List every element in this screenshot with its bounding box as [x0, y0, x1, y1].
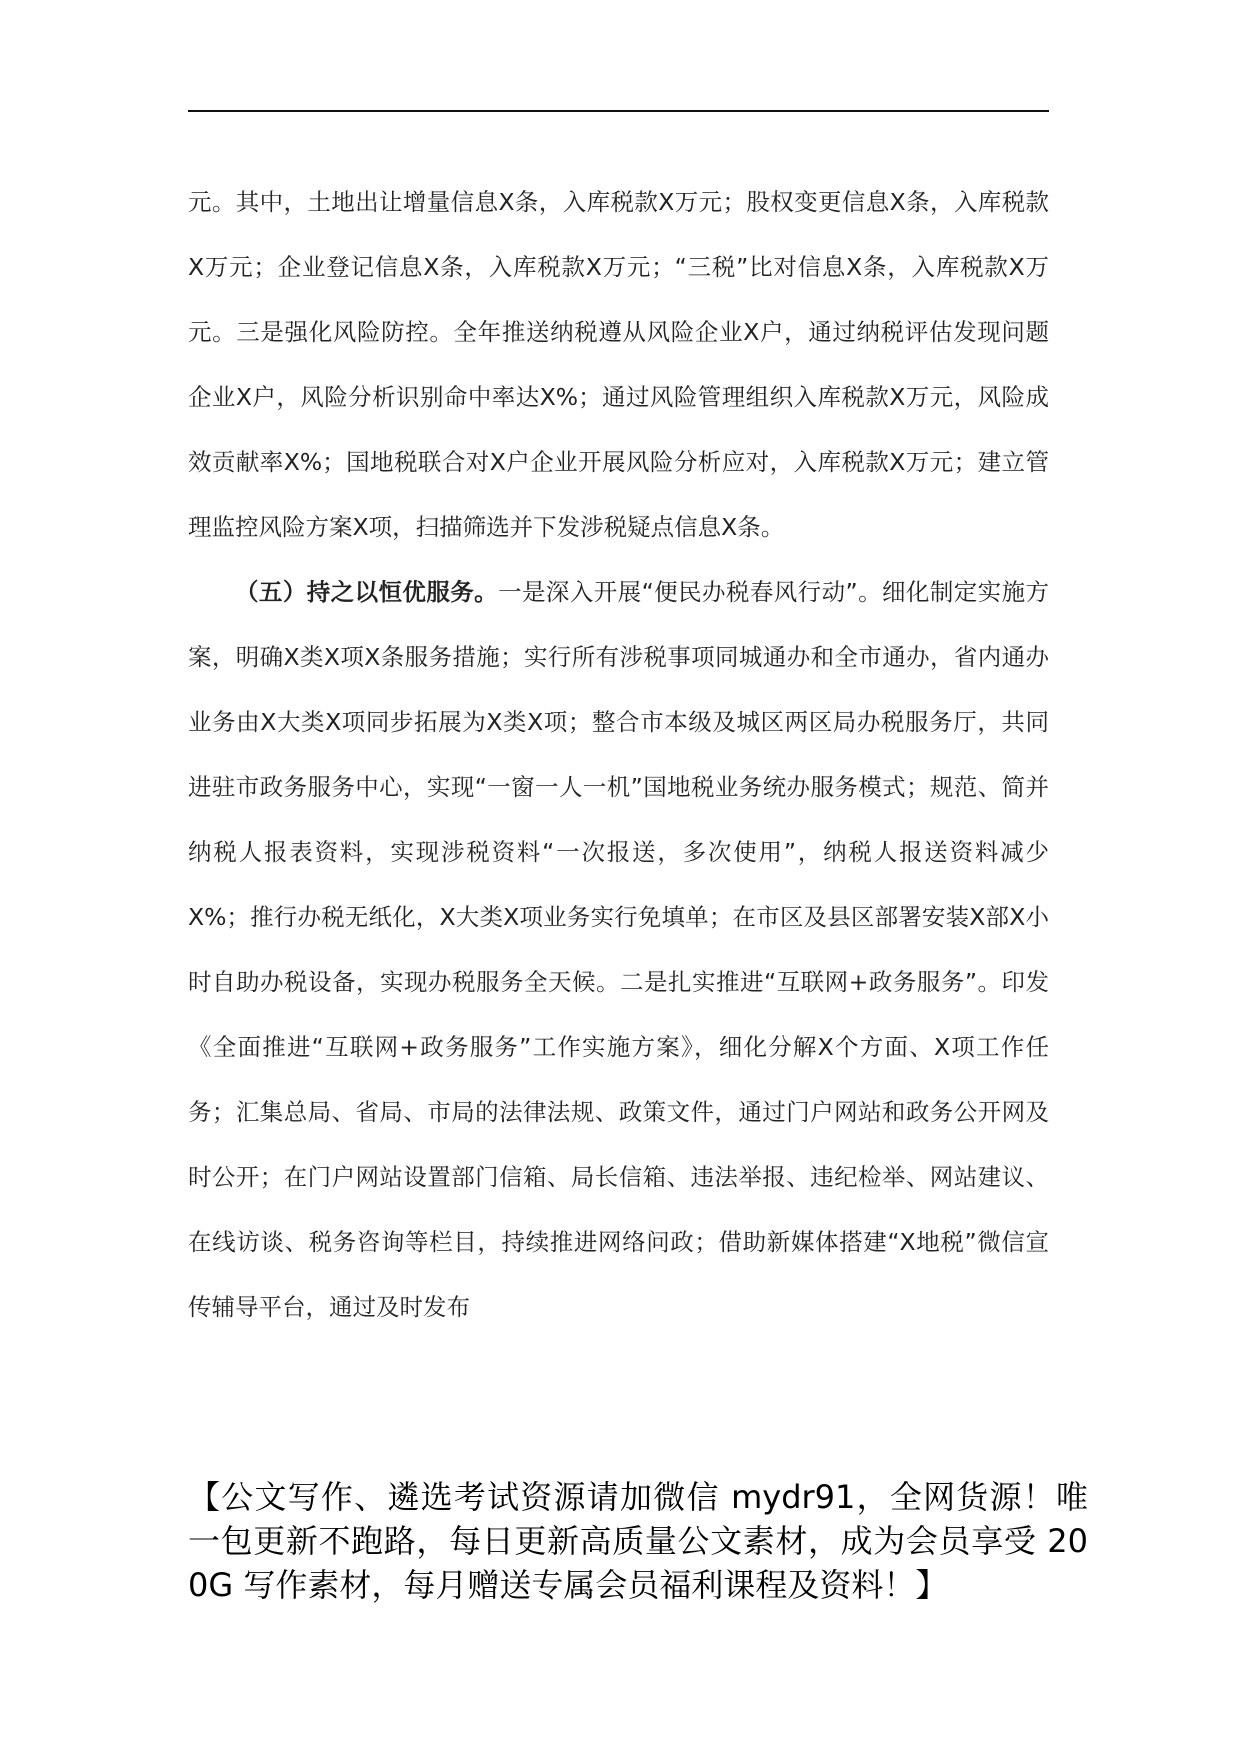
document-body: [188, 170, 1049, 1340]
paragraph-risk-control: 元。其中，土地出让增量信息X条，入库税款X万元；股权变更信息X条，入库税款X万元；企业登记信息X条，入库税款X万元；“三税”比对信息X条，入库税款X万元。三是强化风险防控。全年推送纳税遵从风险企业X户，通过纳税评估发现问题企业X户，风险分析识别命中率达X%；通过风险管理组织入库税款X万元，风险成效贡献率X%；国地税联合对X户企业开展风险分析应对，入库税款X万元；建立管理监控风险方案X项，扫描筛选并下发涉税疑点信息X条。: [188, 188, 1049, 541]
paragraph-service-text: 一是深入开展“便民办税春风行动”。细化制定实施方案，明确X类X项X条服务措施；实行所有涉税事项同城通办和全市通办，省内通办业务由X大类X项同步拓展为X类X项；整合市本级及城区两区局办税服务厅，共同进驻市政务服务中心，实现“一窗一人一机”国地税业务统办服务模式；规范、简并纳税人报表资料，实现涉税资料“一次报送，多次使用”，纳税人报送资料减少X%；推行办税无纸化，X大类X项业务实行免填单；在市区及县区部署安装X部X小时自助办税设备，实现办税服务全天候。二是扎实推进“互联网+政务服务”。印发《全面推进“互联网+政务服务”工作实施方案》，细化分解X个方面、X项工作任务；汇集总局、省局、市局的法律法规、政策文件，通过门户网站和政务公开网及时公开；在门户网站设置部门信箱、局长信箱、违法举报、违纪检举、网站建议、在线访谈、税务咨询等栏目，持续推进网络问政；借助新媒体搭建“X地税”微信宣传辅导平台，通过及时发布: [188, 578, 1049, 1321]
paragraph-service: [188, 560, 1049, 1340]
header-rule: [188, 110, 1049, 112]
promo-banner: 【公文写作、遴选考试资源请加微信 mydr91，全网货源！唯一包更新不跑路，每日更新高质量公文素材，成为会员享受 200G 写作素材，每月赠送专属会员福利课程及资料！】: [188, 1478, 1088, 1604]
section-heading: （五）持之以恒优服务。: [235, 578, 499, 606]
